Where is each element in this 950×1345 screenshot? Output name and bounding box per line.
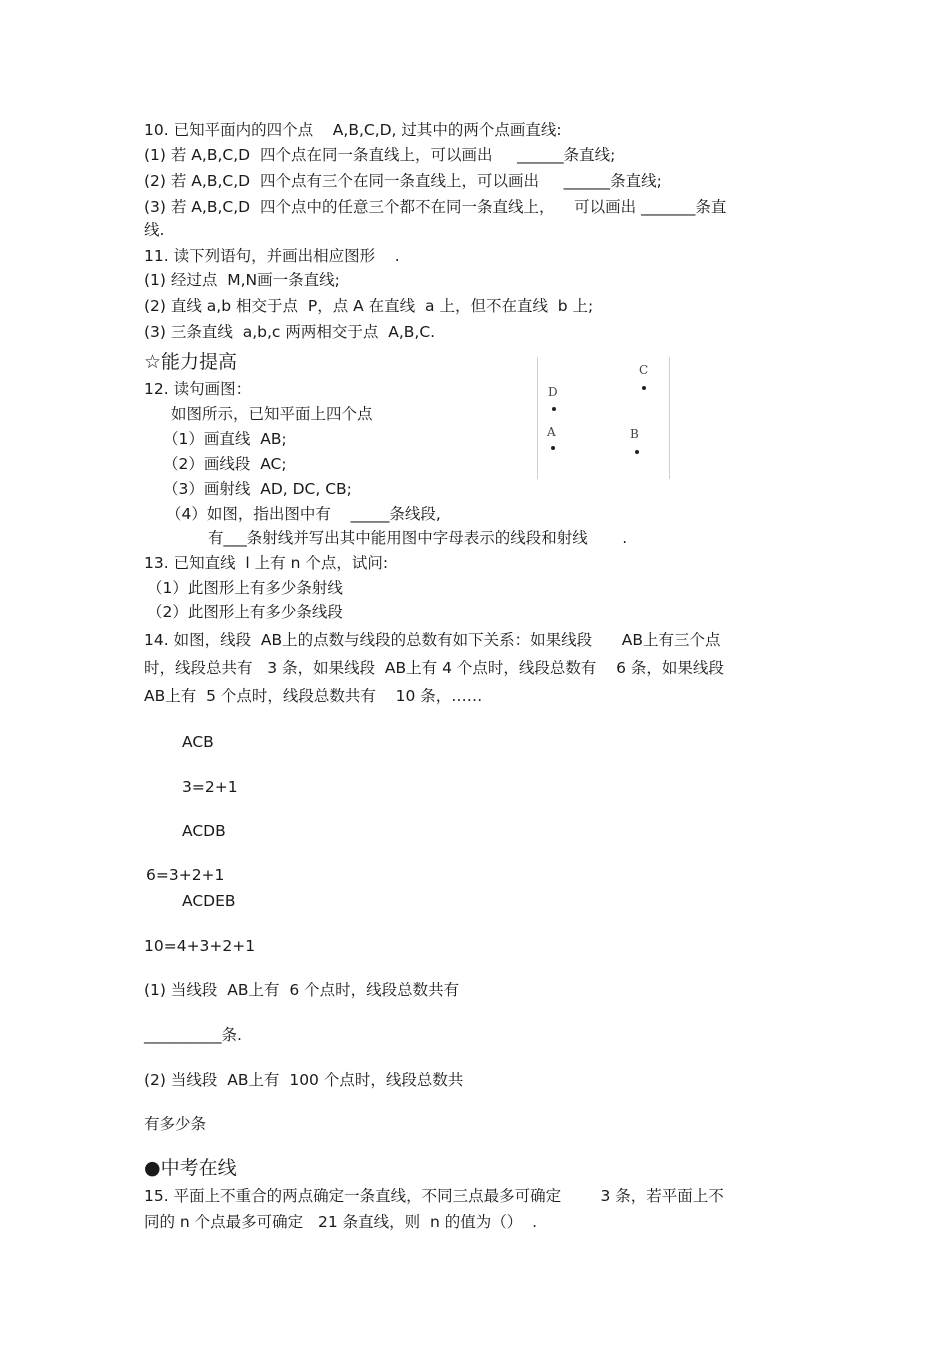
text-line-q14-2b: 有多少条 — [144, 1115, 207, 1133]
point-dot-a — [551, 446, 555, 450]
point-label-c: C — [639, 363, 649, 377]
point-dot-b — [635, 450, 639, 454]
text-line-q15: 15. 平面上不重合的两点确定一条直线，不同三点最多可确定 3 条，若平面上不 — [144, 1187, 724, 1205]
text-line-eq1: 3=2+1 — [182, 778, 238, 796]
text-line-q14: 14. 如图，线段 AB上的点数与线段的总数有如下关系：如果线段 AB上有三个点 — [144, 631, 721, 649]
section-heading: ●中考在线 — [144, 1157, 237, 1179]
text-line-q13-1: （1）此图形上有多少条射线 — [147, 579, 343, 597]
text-line-q10-1: (1) 若 A,B,C,D 四个点在同一条直线上，可以画出 ______条直线; — [144, 146, 616, 164]
text-line-acdb: ACDB — [182, 822, 226, 840]
text-line-q12-1: （1）画直线 AB; — [163, 430, 287, 448]
text-line-acb: ACB — [182, 733, 214, 751]
points-figure — [537, 357, 670, 479]
text-line-q11-3: (3) 三条直线 a,b,c 两两相交于点 A,B,C. — [144, 323, 436, 341]
text-line-q12-3: （3）画射线 AD, DC, CB; — [163, 480, 352, 498]
text-line-q12: 12. 读句画图： — [144, 380, 252, 398]
text-line-q10-2: (2) 若 A,B,C,D 四个点有三个在同一条直线上，可以画出 ______条直线; — [144, 172, 662, 190]
point-label-d: D — [548, 385, 558, 399]
text-line-acdeb: ACDEB — [182, 892, 236, 910]
text-line-eq3: 10=4+3+2+1 — [144, 937, 256, 955]
point-dot-c — [642, 386, 646, 390]
text-line-eq2: 6=3+2+1 — [146, 866, 225, 884]
text-line-q13-2: （2）此图形上有多少条线段 — [147, 603, 343, 621]
text-line-q12-4: （4）如图，指出图中有 _____条线段, — [166, 505, 441, 523]
point-dot-d — [552, 407, 556, 411]
text-line-q14-1b: __________条. — [144, 1026, 242, 1044]
section-heading: ☆能力提高 — [144, 351, 238, 373]
text-line-q11: 11. 读下列语句，并画出相应图形 . — [144, 247, 400, 265]
text-line-q10-3b: 线. — [144, 221, 165, 239]
text-line-q14c: AB上有 5 个点时，线段总数共有 10 条，…… — [144, 687, 483, 705]
text-line-q10-3: (3) 若 A,B,C,D 四个点中的任意三个都不在同一条直线上， 可以画出 _______条直 — [144, 198, 727, 216]
text-line-q13: 13. 已知直线 l 上有 n 个点，试问: — [144, 554, 389, 572]
text-line-q12-a: 如图所示，已知平面上四个点 — [171, 405, 373, 423]
point-label-a: A — [547, 425, 556, 439]
text-line-q10: 10. 已知平面内的四个点 A,B,C,D, 过其中的两个点画直线: — [144, 121, 562, 139]
text-line-q15b: 同的 n 个点最多可确定 21 条直线，则 n 的值为（） . — [144, 1213, 537, 1231]
text-line-q11-2: (2) 直线 a,b 相交于点 P，点 A 在直线 a 上，但不在直线 b 上; — [144, 297, 594, 315]
text-line-q14-1: (1) 当线段 AB上有 6 个点时，线段总数共有 — [144, 981, 460, 999]
text-line-q14-2: (2) 当线段 AB上有 100 个点时，线段总数共 — [144, 1071, 464, 1089]
point-label-b: B — [630, 427, 639, 441]
text-line-q14b: 时，线段总共有 3 条，如果线段 AB上有 4 个点时，线段总数有 6 条，如果线段 — [144, 659, 724, 677]
text-line-q12-4b: 有___条射线并写出其中能用图中字母表示的线段和射线 . — [208, 529, 628, 547]
text-line-q12-2: （2）画线段 AC; — [163, 455, 287, 473]
text-line-q11-1: (1) 经过点 M,N画一条直线; — [144, 271, 340, 289]
